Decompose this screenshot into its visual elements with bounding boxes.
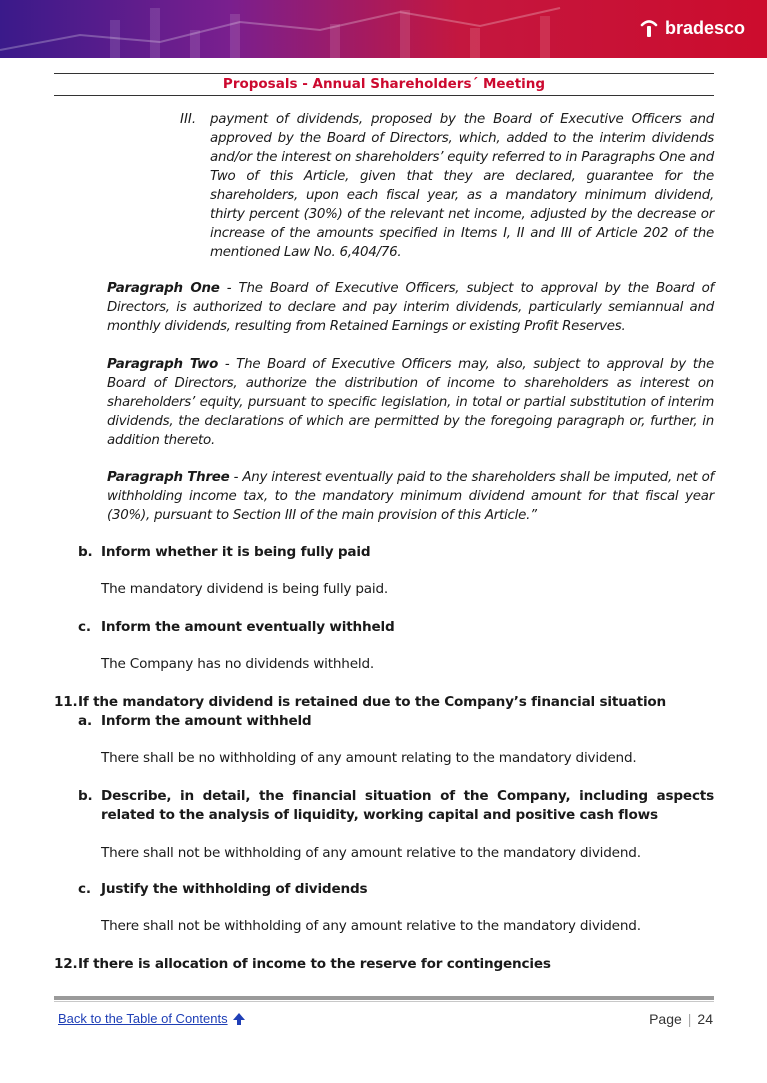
section-11a-heading: a. Inform the amount withheld <box>78 713 312 729</box>
section-11a-answer: There shall be no withholding of any amount relating to the mandatory dividend. <box>101 750 637 766</box>
paragraph-one <box>107 279 714 336</box>
section-12-heading: 12.If there is allocation of income to the reserve for contingencies <box>54 956 551 972</box>
paragraph-text: - Any interest eventually paid to the shareholders shall be imputed, net of withholding income tax, to the mandatory minimum dividend amount for that fiscal year (30%), pursuant to Section III of the main provision of this Article.” <box>107 470 714 523</box>
bradesco-logo-icon <box>639 19 659 39</box>
header-rule <box>54 73 714 74</box>
page-title: Proposals - Annual Shareholders´ Meeting <box>222 76 546 92</box>
arrow-up-icon <box>232 1012 246 1026</box>
paragraph-text: - The Board of Executive Officers, subject to approval by the Board of Directors, is authorized to declare and pay interim dividends, particularly semiannual and monthly dividends, resulting from Retained Earnings or existing Profit Reserves. <box>107 281 714 334</box>
section-11-heading: 11.If the mandatory dividend is retained due to the Company’s financial situation <box>54 694 667 710</box>
section-b-answer: The mandatory dividend is being fully paid. <box>101 581 389 597</box>
header-banner <box>0 0 767 58</box>
page-number: Page | 24 <box>649 1011 713 1027</box>
section-c-answer: The Company has no dividends withheld. <box>101 656 375 672</box>
paragraph-text: - The Board of Executive Officers may, also, subject to approval by the Board of Directors, authorize the distribution of income to shareholders as interest on shareholders’ equity, pursuant to specific legislation, in total or partial substitution of interim dividends, the declarations of which are permitted by the foregoing paragraph or, further, in addition thereto. <box>107 357 714 448</box>
brand-name: bradesco <box>664 18 745 38</box>
section-11c-answer: There shall not be withholding of any amount relative to the mandatory dividend. <box>101 918 641 934</box>
item-iii-text: payment of dividends, proposed by the Board of Executive Officers and approved by the Board of Directors, which, added to the interim dividends and/or the interest on shareholders’ equity referred to in Paragraphs One and Two of this Article, given that they are declared, guarantee for the shareholders, upon each fiscal year, as a mandatory minimum dividend, thirty percent (30%) of the relevant net income, adjusted by the decrease or increase of the amounts specified in Items I, II and III of Article 202 of the mentioned Law No. 6,404/76. <box>210 112 714 260</box>
bradesco-logo <box>639 18 745 39</box>
section-11b-heading: b. Describe, in detail, the financial situation of the Company, including aspects related to the analysis of liquidity, working capital and positive cash flows <box>78 788 714 823</box>
header-rule <box>54 95 714 96</box>
paragraph-label: Paragraph One <box>107 281 220 296</box>
item-numeral: III. <box>180 112 197 127</box>
paragraph-label: Paragraph Two <box>107 357 219 372</box>
section-11c-heading: c. Justify the withholding of dividends <box>78 881 368 897</box>
footer-rule <box>54 1001 714 1002</box>
section-11b-answer: There shall not be withholding of any amount relative to the mandatory dividend. <box>101 845 641 861</box>
section-b-heading: b. Inform whether it is being fully paid <box>78 544 371 560</box>
paragraph-label: Paragraph Three <box>107 470 230 485</box>
footer-rule <box>54 996 714 1000</box>
back-to-toc-link[interactable] <box>58 1011 246 1026</box>
paragraph-two <box>107 355 714 450</box>
paragraph-three <box>107 468 714 525</box>
section-c-heading: c. Inform the amount eventually withheld <box>78 619 395 635</box>
back-to-toc-label: Back to the Table of Contents <box>58 1011 228 1026</box>
